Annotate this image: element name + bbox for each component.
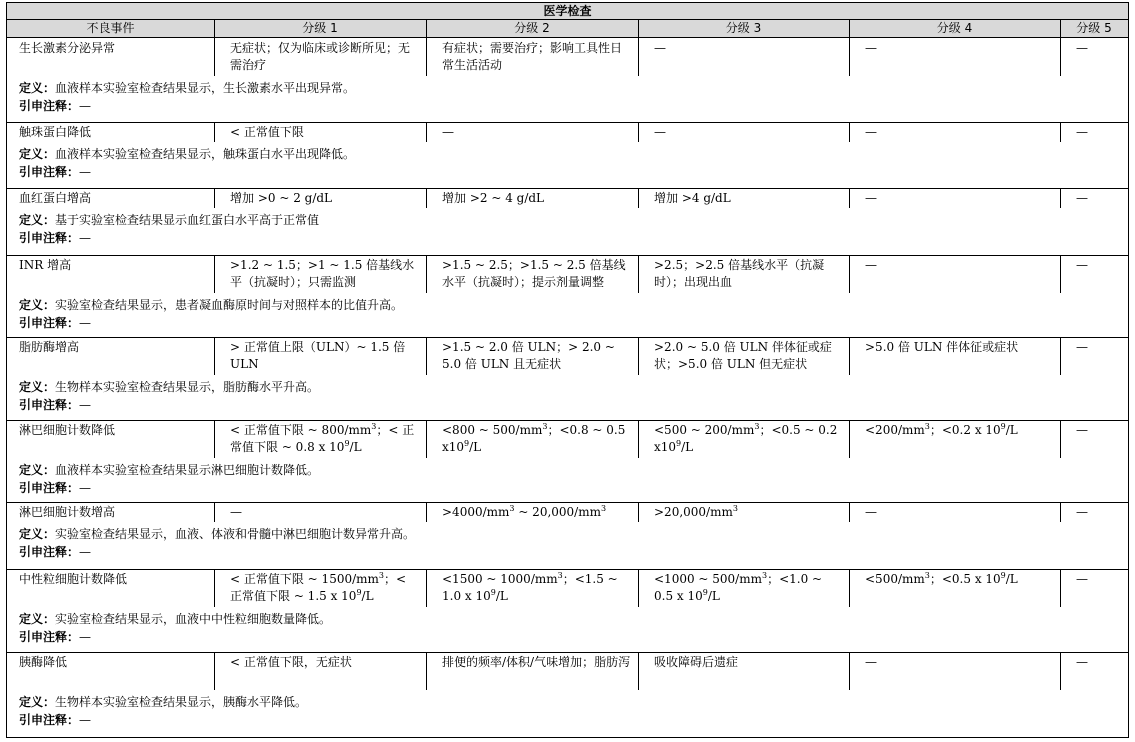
grade-1-cell: < 正常值下限	[230, 125, 304, 139]
column-divider	[1060, 188, 1061, 208]
grade-5-cell: —	[1076, 41, 1088, 55]
note-text: —	[79, 481, 92, 495]
grade-3-cell: 增加 >4 g/dL	[654, 191, 731, 205]
grade-2-cell: —	[442, 125, 454, 139]
note-line	[19, 164, 91, 181]
table-border	[6, 2, 7, 738]
adverse-event-name: INR 增高	[19, 258, 72, 272]
grade-4-cell: >5.0 倍 ULN 伴体征或症状	[865, 340, 1019, 354]
column-divider	[214, 122, 215, 142]
grade-1-cell: 增加 >0 ~ 2 g/dL	[230, 191, 333, 205]
definition-line	[19, 611, 331, 628]
column-divider	[849, 188, 850, 208]
ctcae-table	[6, 2, 1129, 738]
grade-4-cell: $<500/mm^3$；<0.5 x $10^9/L$	[865, 571, 1018, 586]
column-divider	[849, 652, 850, 690]
grade-3-cell: —	[654, 41, 666, 55]
column-divider	[426, 38, 427, 76]
grade-4-cell: —	[865, 505, 877, 519]
note-label: 引申注释：	[19, 398, 80, 412]
column-divider	[214, 20, 215, 38]
column-divider	[214, 38, 215, 76]
note-label: 引申注释：	[19, 231, 80, 245]
row-divider	[6, 420, 1129, 421]
adverse-event-name: 脂肪酶增高	[19, 340, 80, 354]
grade-3-cell: —	[654, 125, 666, 139]
row-divider	[6, 337, 1129, 338]
column-divider	[638, 20, 639, 38]
row-divider	[6, 188, 1129, 189]
column-divider	[638, 337, 639, 375]
grade-3-cell: >2.0 ~ 5.0 倍 ULN 伴体征或症状；>5.0 倍 ULN 但无症状	[654, 340, 832, 371]
column-divider	[638, 420, 639, 458]
definition-line	[19, 462, 319, 479]
row-divider	[6, 569, 1129, 570]
column-divider	[426, 20, 427, 38]
grade-4-cell: —	[865, 655, 877, 669]
grade-2-cell: <800 ~ $500/mm^3$；<0.8 ~ 0.5 $x10^9/L$	[442, 422, 626, 454]
column-divider	[638, 652, 639, 690]
grade-4-cell: $<200/mm^3$；<0.2 x $10^9/L$	[865, 422, 1018, 437]
adverse-event-name: 淋巴细胞计数降低	[19, 423, 116, 437]
definition-line	[19, 526, 415, 543]
definition-text: 血液样本实验室检查结果显示，生长激素水平出现异常。	[55, 81, 356, 95]
definition-line	[19, 80, 355, 97]
note-label: 引申注释：	[19, 545, 80, 559]
definition-label: 定义：	[19, 147, 56, 161]
column-divider	[849, 569, 850, 607]
grade-5-cell: —	[1076, 572, 1088, 586]
note-label: 引申注释：	[19, 713, 80, 727]
grade-2-cell: $>4000/mm^3$ ~ $20,000/mm^3$	[442, 504, 607, 519]
grade-4-cell: —	[865, 41, 877, 55]
adverse-event-name: 淋巴细胞计数增高	[19, 505, 116, 519]
grade-2-cell: 增加 >2 ~ 4 g/dL	[442, 191, 545, 205]
column-divider	[214, 652, 215, 690]
note-text: —	[79, 630, 92, 644]
definition-line	[19, 694, 307, 711]
note-line	[19, 397, 91, 414]
definition-text: 实验室检查结果显示，血液、体液和骨髓中淋巴细胞计数异常升高。	[55, 527, 416, 541]
column-divider	[849, 420, 850, 458]
header-grade-5: 分级 5	[1060, 20, 1129, 38]
grade-2-cell: <1500 ~ $1000/mm^3$；<1.5 ~ 1.0 x $10^9/L$	[442, 571, 618, 603]
note-text: —	[79, 316, 92, 330]
note-text: —	[79, 231, 92, 245]
grade-4-cell: —	[865, 125, 877, 139]
column-divider	[849, 20, 850, 38]
section-title: 医学检查	[6, 2, 1129, 20]
note-text: —	[79, 545, 92, 559]
definition-line	[19, 212, 319, 229]
definition-label: 定义：	[19, 298, 56, 312]
grade-3-cell: >2.5；>2.5 倍基线水平（抗凝时）；出现出血	[654, 258, 825, 289]
grade-1-cell: >1.2 ~ 1.5；>1 ~ 1.5 倍基线水平（抗凝时）；只需监测	[230, 258, 415, 289]
grade-2-cell: 有症状；需要治疗；影响工具性日常生活活动	[442, 41, 623, 72]
adverse-event-name: 中性粒细胞计数降低	[19, 572, 128, 586]
definition-text: 生物样本实验室检查结果显示，胰酶水平降低。	[55, 695, 308, 709]
note-label: 引申注释：	[19, 316, 80, 330]
grade-5-cell: —	[1076, 191, 1088, 205]
row-divider	[6, 502, 1129, 503]
table-border	[1128, 2, 1129, 738]
adverse-event-name: 生长激素分泌异常	[19, 41, 116, 55]
definition-line	[19, 146, 355, 163]
row-divider	[6, 255, 1129, 256]
column-divider	[1060, 420, 1061, 458]
column-divider	[214, 420, 215, 458]
grade-3-cell: 吸收障碍后遗症	[654, 655, 739, 669]
grade-5-cell: —	[1076, 258, 1088, 272]
column-divider	[214, 255, 215, 293]
grade-1-cell: > 正常值上限（ULN）~ 1.5 倍 ULN	[230, 340, 406, 371]
column-divider	[214, 188, 215, 208]
column-divider	[214, 569, 215, 607]
definition-label: 定义：	[19, 213, 56, 227]
grade-3-cell: <1000 ~ $500/mm^3$；<1.0 ~ 0.5 x $10^9/L$	[654, 571, 823, 603]
definition-label: 定义：	[19, 612, 56, 626]
column-divider	[849, 502, 850, 522]
header-grade-3: 分级 3	[638, 20, 849, 38]
grade-1-cell: < 正常值下限 ~ $800/mm^3$；< 正常值下限 ~ 0.8 x $10^9/L$	[230, 422, 415, 454]
definition-label: 定义：	[19, 380, 56, 394]
column-divider	[1060, 255, 1061, 293]
definition-text: 实验室检查结果显示，血液中中性粒细胞数量降低。	[55, 612, 332, 626]
note-line	[19, 629, 91, 646]
grade-5-cell: —	[1076, 655, 1088, 669]
column-divider	[849, 38, 850, 76]
header-grade-4: 分级 4	[849, 20, 1060, 38]
column-divider	[1060, 20, 1061, 38]
column-divider	[638, 188, 639, 208]
header-grade-1: 分级 1	[214, 20, 426, 38]
definition-text: 血液样本实验室检查结果显示淋巴细胞计数降低。	[55, 463, 320, 477]
column-divider	[426, 122, 427, 142]
column-divider	[849, 337, 850, 375]
note-line	[19, 230, 91, 247]
column-divider	[426, 188, 427, 208]
adverse-event-name: 触珠蛋白降低	[19, 125, 92, 139]
column-divider	[1060, 502, 1061, 522]
column-divider	[849, 255, 850, 293]
row-divider	[6, 122, 1129, 123]
note-label: 引申注释：	[19, 99, 80, 113]
column-divider	[638, 569, 639, 607]
note-line	[19, 315, 91, 332]
grade-4-cell: —	[865, 258, 877, 272]
definition-text: 基于实验室检查结果显示血红蛋白水平高于正常值	[55, 213, 320, 227]
note-text: —	[79, 99, 92, 113]
column-divider	[426, 337, 427, 375]
note-label: 引申注释：	[19, 630, 80, 644]
column-divider	[638, 38, 639, 76]
column-divider	[426, 420, 427, 458]
grade-2-cell: >1.5 ~ 2.5；>1.5 ~ 2.5 倍基线水平（抗凝时）；提示剂量调整	[442, 258, 626, 289]
grade-5-cell: —	[1076, 125, 1088, 139]
header-grade-2: 分级 2	[426, 20, 638, 38]
note-line	[19, 544, 91, 561]
column-divider	[1060, 122, 1061, 142]
column-divider	[849, 122, 850, 142]
grade-5-cell: —	[1076, 505, 1088, 519]
grade-2-cell: >1.5 ~ 2.0 倍 ULN；> 2.0 ~ 5.0 倍 ULN 且无症状	[442, 340, 615, 371]
adverse-event-name: 血红蛋白增高	[19, 191, 92, 205]
definition-line	[19, 379, 319, 396]
note-line	[19, 712, 91, 729]
column-divider	[426, 502, 427, 522]
grade-3-cell: $>20,000/mm^3$	[654, 504, 738, 519]
definition-text: 生物样本实验室检查结果显示，脂肪酶水平升高。	[55, 380, 320, 394]
table-bottom-border	[6, 737, 1129, 738]
definition-line	[19, 297, 403, 314]
grade-5-cell: —	[1076, 423, 1088, 437]
note-line	[19, 98, 91, 115]
column-divider	[638, 502, 639, 522]
column-divider	[426, 652, 427, 690]
column-divider	[638, 255, 639, 293]
grade-3-cell: <500 ~ $200/mm^3$；<0.5 ~ 0.2 $x10^9/L$	[654, 422, 838, 454]
column-divider	[426, 255, 427, 293]
note-text: —	[79, 713, 92, 727]
definition-text: 实验室检查结果显示，患者凝血酶原时间与对照样本的比值升高。	[55, 298, 404, 312]
note-text: —	[79, 398, 92, 412]
grade-4-cell: —	[865, 191, 877, 205]
grade-1-cell: 无症状；仅为临床或诊断所见；无需治疗	[230, 41, 411, 72]
definition-label: 定义：	[19, 695, 56, 709]
grade-1-cell: < 正常值下限，无症状	[230, 655, 352, 669]
column-divider	[426, 569, 427, 607]
grade-1-cell: —	[230, 505, 242, 519]
column-divider	[1060, 38, 1061, 76]
note-label: 引申注释：	[19, 481, 80, 495]
column-divider	[1060, 569, 1061, 607]
note-label: 引申注释：	[19, 165, 80, 179]
definition-label: 定义：	[19, 463, 56, 477]
column-divider	[1060, 337, 1061, 375]
definition-label: 定义：	[19, 81, 56, 95]
grade-1-cell: < 正常值下限 ~ $1500/mm^3$；< 正常值下限 ~ 1.5 x $10^9/L$	[230, 571, 407, 603]
column-divider	[1060, 652, 1061, 690]
row-divider	[6, 652, 1129, 653]
column-divider	[638, 122, 639, 142]
column-divider	[214, 337, 215, 375]
definition-text: 血液样本实验室检查结果显示，触珠蛋白水平出现降低。	[55, 147, 356, 161]
note-text: —	[79, 165, 92, 179]
grade-2-cell: 排便的频率/体积/气味增加；脂肪泻	[442, 655, 631, 669]
note-line	[19, 480, 91, 497]
definition-label: 定义：	[19, 527, 56, 541]
column-divider	[214, 502, 215, 522]
header-adverse-event: 不良事件	[6, 20, 214, 38]
adverse-event-name: 胰酶降低	[19, 655, 68, 669]
grade-5-cell: —	[1076, 340, 1088, 354]
